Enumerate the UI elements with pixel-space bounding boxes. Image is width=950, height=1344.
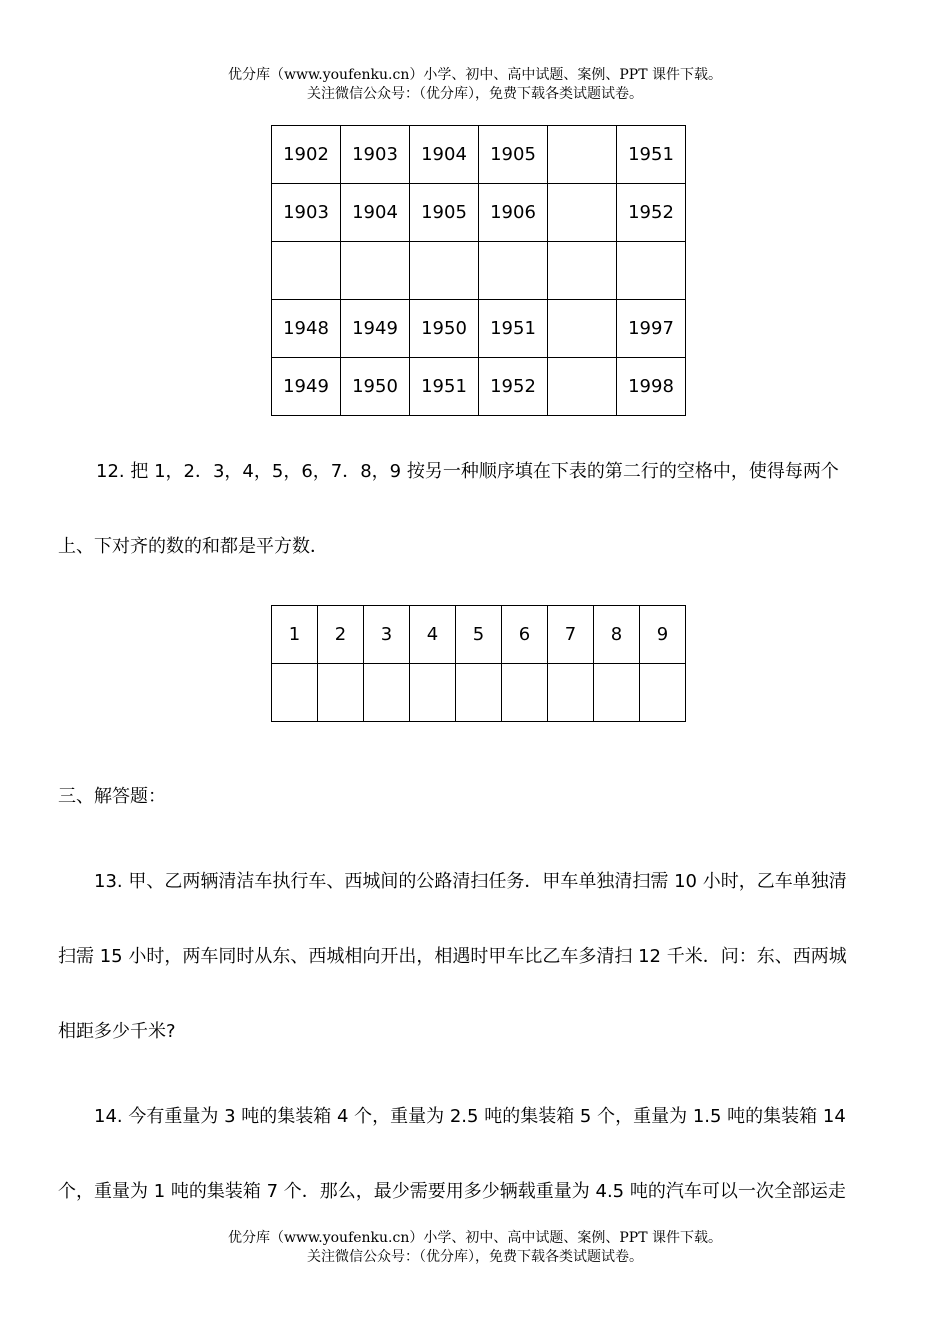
answer-cell[interactable] bbox=[640, 664, 686, 722]
table-cell: 1904 bbox=[410, 126, 479, 184]
answer-cell[interactable] bbox=[456, 664, 502, 722]
header-line-2: 关注微信公众号：（优分库），免费下载各类试题试卷。 bbox=[307, 86, 643, 102]
header-line-1: 优分库（www.youfenku.cn）小学、初中、高中试题、案例、PPT 课件下载。 bbox=[227, 67, 722, 83]
table-row bbox=[272, 126, 686, 184]
table-cell: 1998 bbox=[617, 358, 686, 416]
table-cell bbox=[548, 358, 617, 416]
table-cell: 1905 bbox=[410, 184, 479, 242]
table-cell bbox=[548, 300, 617, 358]
number-cell: 2 bbox=[318, 606, 364, 664]
table-cell bbox=[341, 242, 410, 300]
table-cell: 1906 bbox=[479, 184, 548, 242]
table-cell: 1903 bbox=[272, 184, 341, 242]
answer-cell[interactable] bbox=[502, 664, 548, 722]
number-cell: 3 bbox=[364, 606, 410, 664]
q13-line-2: 扫需 15 小时，两车同时从东、西城相向开出，相遇时甲车比乙车多清扫 12 千米．问：东、西两城 bbox=[58, 946, 847, 967]
number-cell: 7 bbox=[548, 606, 594, 664]
table-cell: 1949 bbox=[341, 300, 410, 358]
q12-line-2: 上、下对齐的数的和都是平方数． bbox=[58, 536, 328, 557]
section-3-heading: 三、解答题： bbox=[58, 786, 166, 807]
q13-line-3: 相距多少千米? bbox=[58, 1021, 176, 1042]
number-cell: 8 bbox=[594, 606, 640, 664]
footer-line-1: 优分库（www.youfenku.cn）小学、初中、高中试题、案例、PPT 课件下载。 bbox=[227, 1230, 722, 1246]
page-footer bbox=[0, 1229, 950, 1267]
table-cell bbox=[548, 126, 617, 184]
table-cell: 1997 bbox=[617, 300, 686, 358]
number-cell: 5 bbox=[456, 606, 502, 664]
table-cell bbox=[548, 184, 617, 242]
table-cell: 1951 bbox=[479, 300, 548, 358]
table-row bbox=[272, 184, 686, 242]
table-cell: 1904 bbox=[341, 184, 410, 242]
answer-cell[interactable] bbox=[364, 664, 410, 722]
page-header bbox=[0, 66, 950, 104]
table-cell: 1951 bbox=[617, 126, 686, 184]
table-cell bbox=[410, 242, 479, 300]
table-cell: 1952 bbox=[479, 358, 548, 416]
q14-line-2: 个，重量为 1 吨的集装箱 7 个．那么，最少需要用多少辆载重量为 4.5 吨的汽车可以一次全部运走 bbox=[58, 1181, 846, 1202]
table-cell: 1903 bbox=[341, 126, 410, 184]
square-table bbox=[271, 605, 686, 722]
table-cell bbox=[272, 242, 341, 300]
q14-line-1: 14. 今有重量为 3 吨的集装箱 4 个，重量为 2.5 吨的集装箱 5 个，重量为 1.5 吨的集装箱 14 bbox=[94, 1106, 846, 1127]
table-row bbox=[272, 358, 686, 416]
table-cell: 1952 bbox=[617, 184, 686, 242]
footer-line-2: 关注微信公众号：（优分库），免费下载各类试题试卷。 bbox=[307, 1249, 643, 1265]
number-cell: 1 bbox=[272, 606, 318, 664]
table-row bbox=[272, 606, 686, 664]
table-cell: 1905 bbox=[479, 126, 548, 184]
answer-cell[interactable] bbox=[272, 664, 318, 722]
table-cell: 1950 bbox=[410, 300, 479, 358]
answer-cell[interactable] bbox=[594, 664, 640, 722]
answer-cell[interactable] bbox=[410, 664, 456, 722]
table-cell: 1950 bbox=[341, 358, 410, 416]
table-cell: 1948 bbox=[272, 300, 341, 358]
q12-line-1: 12. 把 1，2．3，4，5，6，7．8，9 按另一种顺序填在下表的第二行的空格中，使得每两个 bbox=[96, 461, 839, 482]
table-row bbox=[272, 300, 686, 358]
number-cell: 4 bbox=[410, 606, 456, 664]
number-cell: 6 bbox=[502, 606, 548, 664]
table-cell: 1902 bbox=[272, 126, 341, 184]
year-table bbox=[271, 125, 686, 416]
table-cell bbox=[479, 242, 548, 300]
q13-line-1: 13. 甲、乙两辆清洁车执行车、西城间的公路清扫任务．甲车单独清扫需 10 小时，乙车单独清 bbox=[94, 871, 847, 892]
table-row bbox=[272, 242, 686, 300]
table-cell: 1951 bbox=[410, 358, 479, 416]
answer-cell[interactable] bbox=[548, 664, 594, 722]
table-cell bbox=[548, 242, 617, 300]
answer-cell[interactable] bbox=[318, 664, 364, 722]
table-cell bbox=[617, 242, 686, 300]
number-cell: 9 bbox=[640, 606, 686, 664]
table-row bbox=[272, 664, 686, 722]
table-cell: 1949 bbox=[272, 358, 341, 416]
